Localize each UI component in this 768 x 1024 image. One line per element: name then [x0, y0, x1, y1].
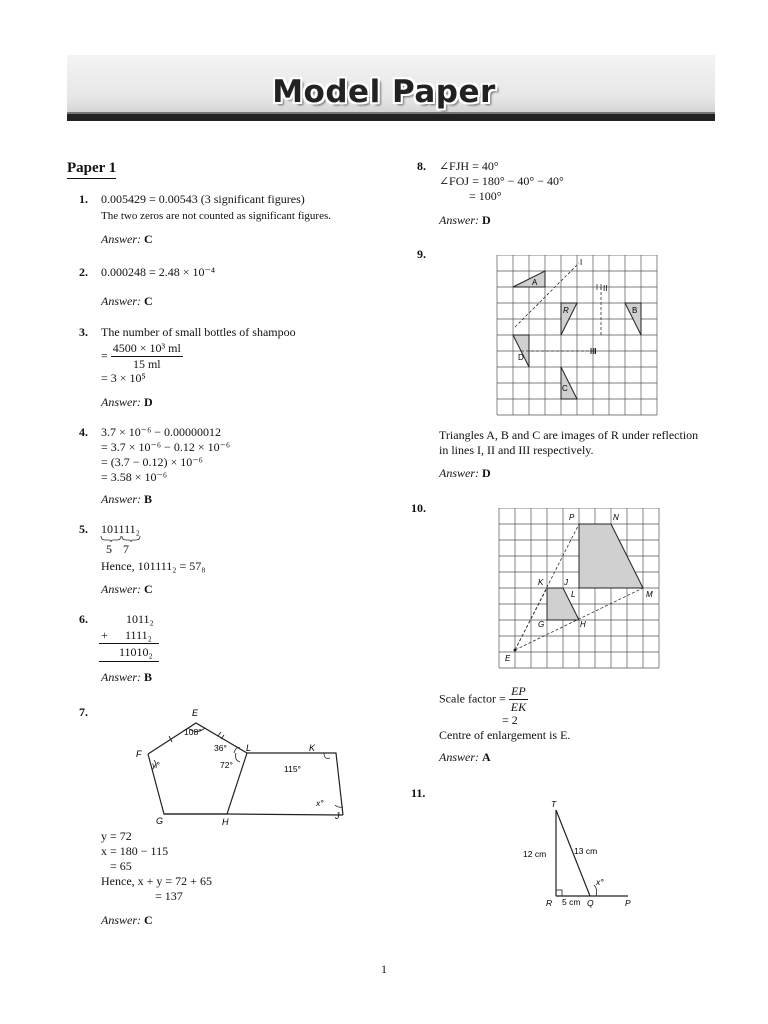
- question-number: 7.: [79, 705, 88, 719]
- q6-sum-rule: [99, 643, 159, 644]
- q6-plus: +: [101, 628, 108, 642]
- q9-label-a: A: [532, 278, 538, 287]
- q10-answer: Answer: A: [439, 750, 491, 764]
- question-number: 4.: [79, 425, 88, 439]
- q7-diagram: [130, 702, 350, 830]
- q9-label-r: R: [563, 306, 569, 315]
- q10-scale-value: = 2: [502, 713, 518, 727]
- q10-label-l: L: [571, 590, 576, 599]
- q7-label-e: E: [192, 708, 199, 718]
- q4-line: = (3.7 − 0.12) × 10⁻⁶: [101, 455, 203, 469]
- q7-label-j: J: [335, 811, 340, 821]
- q8-line: ∠FJH = 40°: [439, 159, 499, 173]
- q7-angle-y: y°: [152, 760, 160, 770]
- q7-line: y = 72: [101, 829, 132, 843]
- question-number: 1.: [79, 192, 88, 206]
- q4-answer: Answer: B: [101, 492, 153, 506]
- q1-line1: 0.005429 = 0.00543 (3 significant figures): [101, 192, 305, 206]
- q10-label-e: E: [505, 654, 511, 663]
- q11-label-t: T: [551, 799, 557, 809]
- q10-label-h: H: [580, 620, 586, 629]
- q7-line: = 137: [101, 889, 183, 903]
- q9-label-d: D: [518, 353, 524, 362]
- question-number: 8.: [417, 159, 426, 173]
- q7-line: = 65: [101, 859, 132, 873]
- q7-label-k: K: [309, 743, 316, 753]
- q10-centre: Centre of enlargement is E.: [439, 728, 571, 742]
- q4-line: = 3.58 × 10⁻⁶: [101, 470, 168, 484]
- q11-label-p: P: [625, 898, 631, 908]
- q5-line3: Hence, 101111₂ = 57₈: [101, 559, 206, 573]
- question-number: 3.: [79, 325, 88, 339]
- q7-label-f: F: [136, 749, 142, 759]
- q10-grid-diagram: [497, 508, 663, 670]
- header-rule: [67, 112, 715, 121]
- q9-label-c: C: [562, 384, 568, 393]
- paper-title: Paper 1: [67, 160, 116, 179]
- q9-line-label: I: [580, 258, 583, 267]
- q7-label-g: G: [156, 816, 164, 826]
- q10-label-j: J: [564, 578, 568, 587]
- question-number: 11.: [411, 786, 426, 800]
- q5-binary: 101111₂: [101, 522, 140, 536]
- question-number: 10.: [411, 501, 426, 515]
- q7-label-h: H: [222, 817, 229, 827]
- q6-row1: 1011₂: [126, 612, 154, 626]
- question-number: 6.: [79, 612, 88, 626]
- q7-line: x = 180 − 115: [101, 844, 169, 858]
- q9-label-b: B: [632, 306, 638, 315]
- q11-side-tq: 13 cm: [574, 846, 598, 856]
- question-number: 9.: [417, 247, 426, 261]
- q7-angle-72: 72°: [220, 760, 233, 770]
- q3-line3: = 3 × 10⁵: [101, 371, 146, 385]
- q9-line-label: III: [590, 347, 597, 356]
- q3-answer: Answer: D: [101, 395, 153, 409]
- q9-grid-diagram: [495, 255, 661, 417]
- q9-answer: Answer: D: [439, 466, 491, 480]
- q10-label-m: M: [646, 590, 653, 599]
- q3-line1: The number of small bottles of shampoo: [101, 325, 296, 339]
- q7-angle-108: 108°: [184, 727, 202, 737]
- q9-text2: in lines I, II and III respectively.: [439, 443, 594, 457]
- page-number: 1: [381, 962, 387, 976]
- q2-answer: Answer: C: [101, 294, 153, 308]
- q11-side-rq: 5 cm: [562, 897, 581, 907]
- q4-line: = 3.7 × 10⁻⁶ − 0.12 × 10⁻⁶: [101, 440, 231, 454]
- q10-label-n: N: [613, 513, 619, 522]
- q7-angle-36: 36°: [214, 743, 227, 753]
- question-number: 5.: [79, 522, 88, 536]
- page-title: Model Paper: [272, 74, 496, 110]
- q6-sum: 11010₂: [119, 645, 153, 659]
- q7-angle-115: 115°: [284, 764, 301, 774]
- q11-label-q: Q: [587, 898, 594, 908]
- q6-sum-rule: [99, 661, 159, 662]
- q11-angle-x: x°: [596, 877, 604, 887]
- q10-label-k: K: [538, 578, 544, 587]
- q10-scale-factor: Scale factor = $\frac{EP}{EK}$: [439, 684, 527, 714]
- q7-label-l: L: [246, 743, 252, 753]
- q6-answer: Answer: B: [101, 670, 153, 684]
- q9-line-label: II: [603, 284, 608, 293]
- q6-row2: 1111₂: [125, 628, 152, 642]
- q11-side-tr: 12 cm: [523, 849, 547, 859]
- q4-line: 3.7 × 10⁻⁶ − 0.00000012: [101, 425, 222, 439]
- q7-angle-x: x°: [316, 798, 324, 808]
- q5-answer: Answer: C: [101, 582, 153, 596]
- q11-label-r: R: [546, 898, 553, 908]
- q3-fraction: = $\frac{\text{4500 × 10³ ml}}{15 ml}$: [101, 341, 181, 371]
- q9-text1: Triangles A, B and C are images of R under reflection: [439, 428, 699, 442]
- q2-line1: 0.000248 = 2.48 × 10⁻⁴: [101, 265, 216, 279]
- q1-answer: Answer: C: [101, 232, 153, 246]
- q7-line: Hence, x + y = 72 + 65: [101, 874, 212, 888]
- q10-label-p: P: [569, 513, 575, 522]
- question-number: 2.: [79, 265, 88, 279]
- q1-line2: The two zeros are not counted as significant figures.: [101, 210, 332, 222]
- q8-line: ∠FOJ = 180° − 40° − 40°: [439, 174, 564, 188]
- q5-groups: 5 7: [106, 542, 129, 556]
- q7-answer: Answer: C: [101, 913, 153, 927]
- q8-answer: Answer: D: [439, 213, 491, 227]
- q10-label-g: G: [538, 620, 545, 629]
- q11-triangle-diagram: [518, 796, 638, 912]
- q8-line: = 100°: [439, 189, 502, 203]
